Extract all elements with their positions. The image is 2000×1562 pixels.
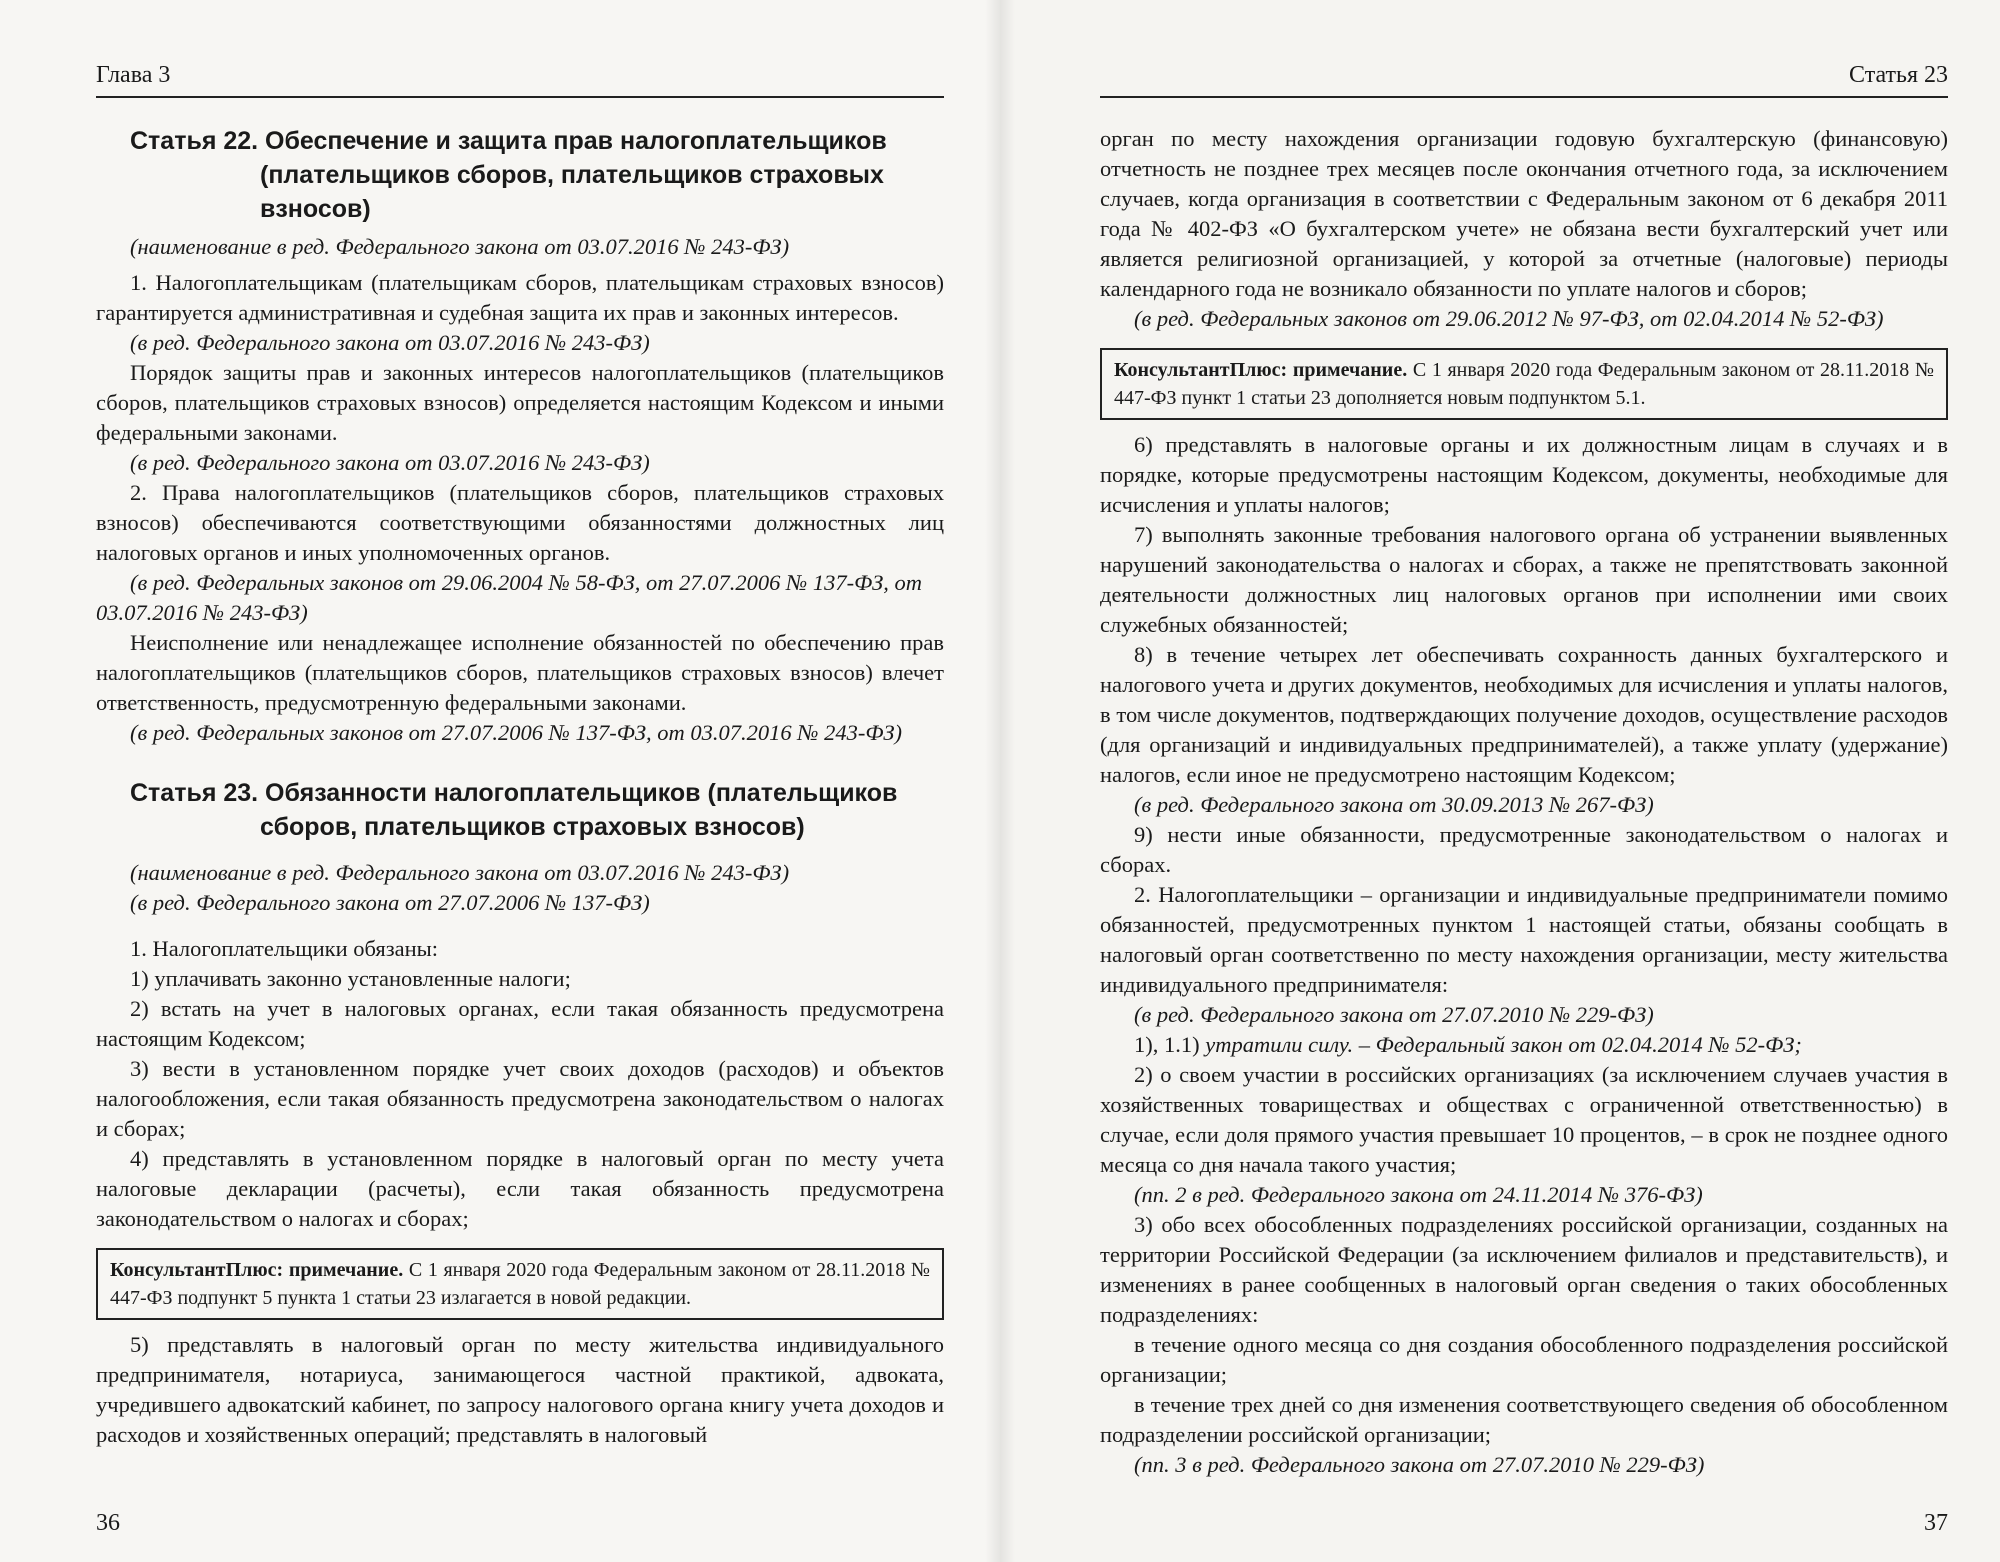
- paragraph: 1. Налогоплательщикам (плательщикам сборов, плательщикам страховых взносов) гарантируется административная и судебная защита их прав и законных интересов.: [96, 270, 944, 325]
- amendment-note: (в ред. Федеральных законов от 27.07.2006 № 137-ФЗ, от 03.07.2016 № 243-ФЗ): [130, 720, 903, 745]
- note-text: С 1 января 2020 года Федеральным законом от 28.11.2018 № 447-ФЗ пункт 1 статьи 23 дополняется новым подпунктом 5.1.: [1114, 359, 1934, 409]
- amendment-note: (пп. 2 в ред. Федерального закона от 24.11.2014 № 376-ФЗ): [1134, 1182, 1703, 1207]
- note-text: С 1 января 2020 года Федеральным законом от 28.11.2018 № 447-ФЗ подпункт 5 пункта 1 статьи 23 излагается в новой редакции.: [110, 1259, 930, 1309]
- list-item: 5) представлять в налоговый орган по месту жительства индивидуального предпринимателя, нотариуса, занимающегося частной практикой, адвоката, учредившего адвокатский кабинет, по запросу налогового органа книгу учета доходов и расходов и хозяйственных операций; представлять в налоговый: [96, 1332, 944, 1447]
- page-number-left: 36: [96, 1510, 120, 1536]
- article-23-title-line2: сборов, плательщиков страховых взносов): [260, 813, 805, 841]
- page-number-right: 37: [1924, 1510, 1948, 1536]
- list-item: 4) представлять в установленном порядке в налоговый орган по месту учета налоговые декларации (расчеты), если такая обязанность предусмотрена законодательством о налогах и сборах;: [96, 1146, 944, 1231]
- list-item: 3) обо всех обособленных подразделениях российской организации, созданных на территории Российской Федерации (за исключением филиалов и представительств), и изменениях в ранее сообщенных в налоговый орган сведения о таких обособленных подразделениях:: [1100, 1212, 1948, 1327]
- left-page-content: [96, 124, 944, 1450]
- paragraph: Неисполнение или ненадлежащее исполнение обязанностей по обеспечению прав налогоплательщиков (плательщиков сборов, плательщиков страховых взносов) влечет ответственность, предусмотренную федеральными законами.: [96, 630, 944, 715]
- list-item: 7) выполнять законные требования налогового органа об устранении выявленных нарушений законодательства о налогах и сборах, а также не препятствовать законной деятельности должностных лиц налоговых органов при исполнении ими своих служебных обязанностей;: [1100, 522, 1948, 637]
- list-item: 2) встать на учет в налоговых органах, если такая обязанность предусмотрена настоящим Кодексом;: [96, 996, 944, 1051]
- amendment-note: (в ред. Федеральных законов от 29.06.2004 № 58-ФЗ, от 27.07.2006 № 137-ФЗ, от 03.07.2016 № 243-ФЗ): [96, 570, 923, 625]
- right-page-content: [1100, 124, 1948, 1480]
- list-item: 3) вести в установленном порядке учет своих доходов (расходов) и объектов налогообложения, если такая обязанность предусмотрена законодательством о налогах и сборах;: [96, 1056, 944, 1141]
- consultant-note-box: [1100, 348, 1948, 420]
- right-page: [1000, 0, 2000, 1562]
- amendment-note: (в ред. Федерального закона от 03.07.2016 № 243-ФЗ): [130, 450, 650, 475]
- article-23-title: [130, 776, 944, 844]
- list-item-number: 1), 1.1): [1134, 1032, 1206, 1057]
- article-22-title-line1: Статья 22. Обеспечение и защита прав налогоплательщиков: [130, 127, 887, 155]
- paragraph: Порядок защиты прав и законных интересов налогоплательщиков (плательщиков сборов, плательщиков страховых взносов) определяется настоящим Кодексом и иными федеральными законами.: [96, 360, 944, 445]
- list-item: 9) нести иные обязанности, предусмотренные законодательством о налогах и сборах.: [1100, 822, 1948, 877]
- amendment-note: (в ред. Федерального закона от 27.07.2010 № 229-ФЗ): [1134, 1002, 1654, 1027]
- list-item: 1) уплачивать законно установленные налоги;: [130, 966, 571, 991]
- running-header-right: Статья 23: [1849, 62, 1948, 88]
- running-header-left: Глава 3: [96, 62, 171, 88]
- repealed-note: утратили силу. – Федеральный закон от 02.04.2014 № 52-ФЗ;: [1205, 1032, 1802, 1057]
- list-item: в течение одного месяца со дня создания обособленного подразделения российской организации;: [1100, 1332, 1948, 1387]
- amendment-note: (в ред. Федерального закона от 03.07.2016 № 243-ФЗ): [130, 330, 650, 355]
- note-label: КонсультантПлюс: примечание.: [1114, 359, 1408, 381]
- list-item: в течение трех дней со дня изменения соответствующего сведения об обособленном подразделении российской организации;: [1100, 1392, 1948, 1447]
- amendment-note: (пп. 3 в ред. Федерального закона от 27.07.2010 № 229-ФЗ): [1134, 1452, 1705, 1477]
- article-22-title: [130, 124, 944, 226]
- paragraph: 1. Налогоплательщики обязаны:: [130, 936, 439, 961]
- note-label: КонсультантПлюс: примечание.: [110, 1259, 404, 1281]
- paragraph: 2. Права налогоплательщиков (плательщиков сборов, плательщиков страховых взносов) обеспечиваются соответствующими обязанностями должностных лиц налоговых органов и иных уполномоченных органов.: [96, 480, 944, 565]
- paragraph: 2. Налогоплательщики – организации и индивидуальные предприниматели помимо обязанностей, предусмотренных пунктом 1 настоящей статьи, обязаны сообщать в налоговый орган соответственно по месту нахождения организации, месту жительства индивидуального предпринимателя:: [1100, 882, 1948, 997]
- list-item: 8) в течение четырех лет обеспечивать сохранность данных бухгалтерского и налогового учета и других документов, необходимых для исчисления и уплаты налогов, в том числе документов, подтверждающих получение доходов, осуществление расходов (для организаций и индивидуальных предпринимателей), а также уплату (удержание) налогов, если иное не предусмотрено настоящим Кодексом;: [1100, 642, 1948, 787]
- article-23-title-line1: Статья 23. Обязанности налогоплательщиков (плательщиков: [130, 779, 898, 807]
- amendment-note: (в ред. Федерального закона от 30.09.2013 № 267-ФЗ): [1134, 792, 1654, 817]
- consultant-note-box: [96, 1248, 944, 1320]
- article-23-name-note: (наименование в ред. Федерального закона от 03.07.2016 № 243-ФЗ): [130, 860, 790, 885]
- header-rule-right: [1100, 96, 1948, 98]
- list-item: [1100, 1030, 1948, 1060]
- article-23-edition-note: (в ред. Федерального закона от 27.07.2006 № 137-ФЗ): [130, 890, 650, 915]
- article-22-name-note: (наименование в ред. Федерального закона от 03.07.2016 № 243-ФЗ): [130, 234, 790, 259]
- amendment-note: (в ред. Федеральных законов от 29.06.2012 № 97-ФЗ, от 02.04.2014 № 52-ФЗ): [1134, 306, 1884, 331]
- header-rule-left: [96, 96, 944, 98]
- article-22-title-line2: (плательщиков сборов, плательщиков страховых взносов): [260, 161, 884, 223]
- list-item: 2) о своем участии в российских организациях (за исключением случаев участия в хозяйственных товариществах и обществах с ограниченной ответственностью) в случае, если доля прямого участия превышает 10 процентов, – в срок не позднее одного месяца со дня начала такого участия;: [1100, 1062, 1948, 1177]
- list-item: 6) представлять в налоговые органы и их должностным лицам в случаях и в порядке, которые предусмотрены настоящим Кодексом, документы, необходимые для исчисления и уплаты налогов;: [1100, 432, 1948, 517]
- book-gutter: [985, 0, 1015, 1562]
- paragraph: орган по месту нахождения организации годовую бухгалтерскую (финансовую) отчетность не позднее трех месяцев после окончания отчетного года, за исключением случаев, когда организация в соответствии с Федеральным законом от 6 декабря 2011 года № 402-ФЗ «О бухгалтерском учете» не обязана вести бухгалтерский учет или является религиозной организацией, у которой за отчетные (налоговые) периоды календарного года не возникало обязанности по уплате налогов и сборов;: [1100, 126, 1948, 301]
